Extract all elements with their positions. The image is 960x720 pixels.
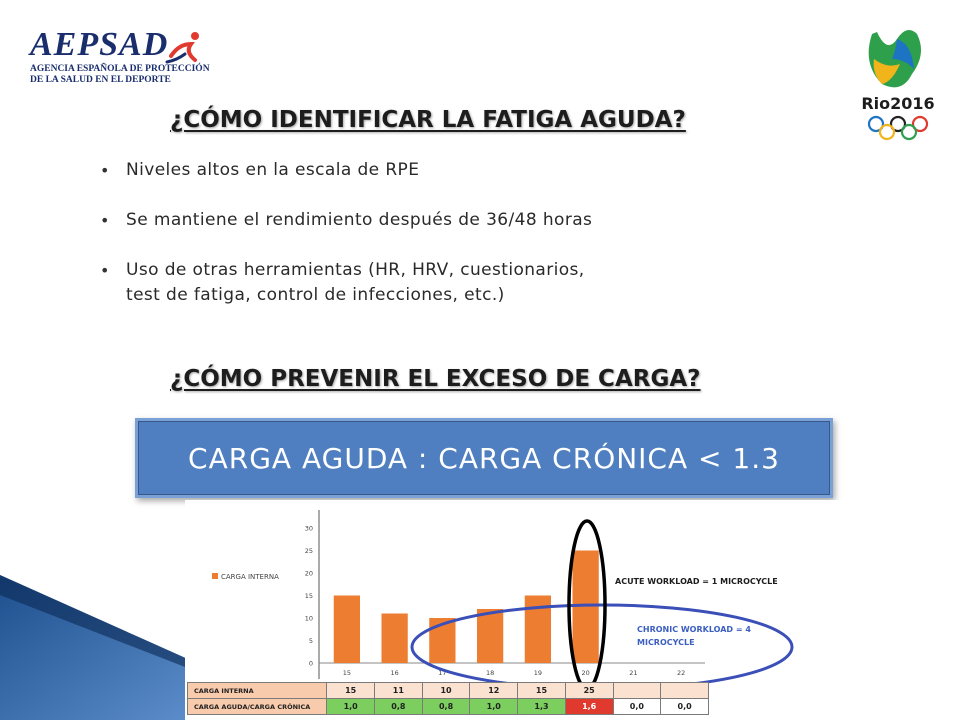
ratio-box [135, 418, 833, 498]
table-cell: 0,0 [661, 699, 709, 715]
heading-identify-fatigue: ¿CÓMO IDENTIFICAR LA FATIGA AGUDA? [170, 107, 686, 133]
heading-prevent-overload: ¿CÓMO PREVENIR EL EXCESO DE CARGA? [170, 366, 701, 392]
aepsad-logo-text: AEPSAD [30, 26, 169, 63]
ratio-text: CARGA AGUDA : CARGA CRÓNICA < 1.3 [188, 441, 780, 475]
chart-bar [477, 609, 503, 663]
y-tick-label: 0 [308, 659, 313, 668]
bullet-item [100, 158, 800, 183]
bullet-dot-icon: • [100, 211, 110, 230]
table-cell: 10 [422, 683, 470, 699]
bullet-text: Niveles altos en la escala de RPE [126, 160, 420, 180]
bullet-text: Se mantiene el rendimiento después de 36/48 horas [126, 210, 593, 230]
decorative-wedge [0, 575, 200, 720]
chart-bar [334, 596, 360, 664]
legend-label: CARGA INTERNA [221, 573, 279, 581]
x-tick-label: 15 [342, 669, 352, 677]
x-tick-label: 21 [629, 669, 638, 677]
aepsad-subtitle-line1: AGENCIA ESPAÑOLA DE PROTECCIÓN [30, 64, 210, 74]
y-tick-label: 20 [304, 569, 313, 578]
rio2016-logo [852, 14, 944, 144]
table-cell: 11 [375, 683, 423, 699]
bullet-text: Uso de otras herramientas (HR, HRV, cuestionarios, [126, 260, 585, 280]
table-cell: 25 [565, 683, 613, 699]
aepsad-subtitle-line2: DE LA SALUD EN EL DEPORTE [30, 75, 171, 85]
bullet-item [100, 258, 800, 308]
table-cell: 12 [470, 683, 518, 699]
x-tick-label: 20 [581, 669, 590, 677]
acute-annotation: ACUTE WORKLOAD = 1 MICROCYCLE [615, 577, 778, 586]
row-label-ratio: CARGA AGUDA/CARGA CRÓNICA [188, 699, 327, 715]
y-tick-label: 5 [308, 637, 313, 645]
table-cell [613, 683, 661, 699]
table-cell: 15 [327, 683, 375, 699]
rio2016-text: Rio2016 [861, 94, 935, 113]
table-cell: 0,8 [422, 699, 470, 715]
table-cell: 15 [518, 683, 566, 699]
x-tick-label: 22 [676, 669, 686, 677]
bullet-list [100, 158, 800, 333]
table-cell [661, 683, 709, 699]
aepsad-subtitle [30, 64, 210, 86]
x-tick-label: 16 [390, 669, 399, 677]
bullet-item [100, 208, 800, 233]
table-cell: 1,0 [327, 699, 375, 715]
y-tick-label: 15 [304, 592, 313, 600]
bullet-dot-icon: • [100, 261, 110, 280]
table-cell: 1,0 [470, 699, 518, 715]
workload-table [187, 682, 709, 715]
chronic-annotation-line1: CHRONIC WORKLOAD = 4 [637, 625, 751, 634]
x-tick-label: 19 [533, 669, 543, 677]
y-tick-label: 30 [304, 524, 313, 533]
x-tick-label: 17 [438, 669, 447, 677]
bullet-text-continued: test de fatiga, control de infecciones, etc.) [126, 285, 505, 305]
bullet-dot-icon: • [100, 161, 110, 180]
runner-icon [165, 30, 205, 66]
y-tick-label: 10 [304, 614, 313, 623]
table-cell: 0,0 [613, 699, 661, 715]
table-cell: 0,8 [375, 699, 423, 715]
table-cell: 1,6 [565, 699, 613, 715]
legend-swatch [212, 573, 218, 579]
chronic-annotation-line2: MICROCYCLE [637, 638, 695, 647]
row-label-internal: CARGA INTERNA [188, 683, 327, 699]
y-tick-label: 25 [304, 547, 313, 555]
table-row [188, 683, 709, 699]
chart-bar [381, 614, 407, 664]
table-cell: 1,3 [518, 699, 566, 715]
x-tick-label: 18 [485, 669, 495, 677]
rio2016-emblem-icon [852, 14, 944, 144]
table-row [188, 699, 709, 715]
